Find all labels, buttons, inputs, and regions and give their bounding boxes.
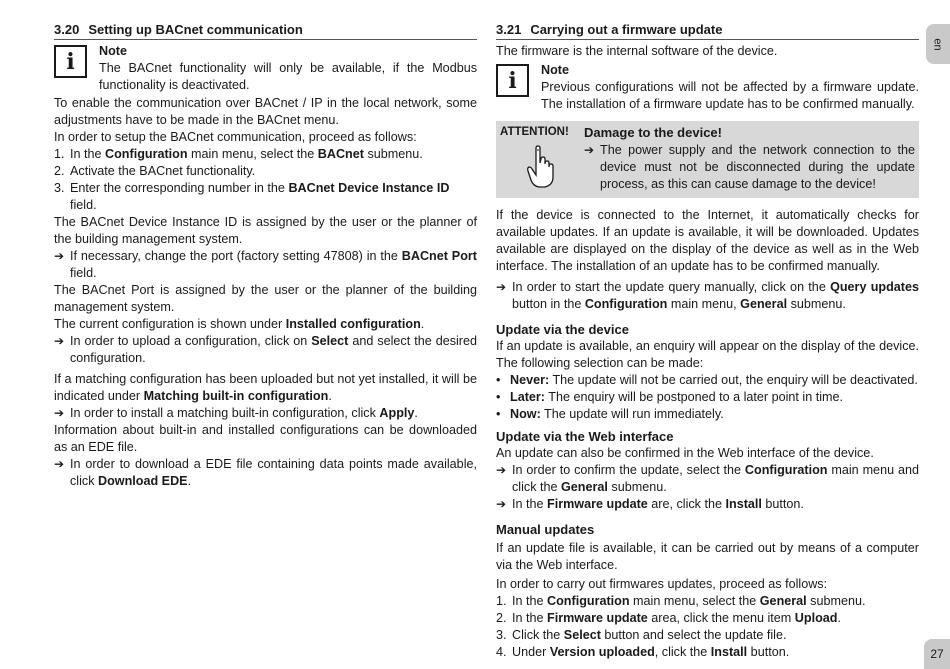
paragraph: In order to carry out firmwares updates, proceed as follows: xyxy=(496,577,828,591)
paragraph: If an update is available, an enquiry will appear on the display of the device. The following selection can be made: xyxy=(496,339,919,370)
subheading: Update via the Web interface xyxy=(496,429,674,444)
section-number: 3.21 xyxy=(496,22,522,37)
subheading: Update via the device xyxy=(496,322,629,337)
list-item: • Now: The update will run immediately. xyxy=(496,407,724,421)
attention-title: Damage to the device! xyxy=(584,125,722,140)
paragraph: An update can also be confirmed in the Web interface of the device. xyxy=(496,446,874,460)
instruction: ➔ In order to start the update query manually, click on the Query updates button in the Configuration main menu, General submenu. xyxy=(496,280,919,311)
steps-list xyxy=(54,146,477,214)
paragraph: If the device is connected to the Internet, it automatically checks for available updates. If an update is available, it will be downloaded. Updates available are displayed on the display of the device as well as in the Web interface. The installation of an update has to be confirmed manually. xyxy=(496,208,919,273)
note-box xyxy=(54,43,477,94)
language-tab xyxy=(926,24,950,64)
info-icon: i xyxy=(54,45,87,78)
instruction: ➔ If necessary, change the port (factory setting 47808) in the BACnet Port field. xyxy=(54,249,477,280)
list-item: 1. In the Configuration main menu, select the BACnet submenu. xyxy=(54,147,423,161)
attention-label: ATTENTION! xyxy=(500,126,569,138)
list-item: 2. In the Firmware update area, click the menu item Upload. xyxy=(496,611,841,625)
right-column xyxy=(496,22,919,661)
note-text: The BACnet functionality will only be available, if the Modbus functionality is deactivated. xyxy=(99,61,477,92)
section-title: Setting up BACnet communication xyxy=(88,22,303,37)
paragraph: The BACnet Port is assigned by the user or the planner of the building management system. xyxy=(54,283,477,314)
hand-icon xyxy=(526,145,554,189)
steps-list xyxy=(496,593,919,661)
paragraph: Information about built-in and installed configurations can be downloaded as an EDE file. xyxy=(54,423,477,454)
instruction: ➔ In order to confirm the update, select the Configuration main menu and click the General submenu. xyxy=(496,463,919,494)
language-label: en xyxy=(931,38,944,51)
info-icon: i xyxy=(496,64,529,97)
section-heading-bacnet xyxy=(54,22,477,40)
paragraph: The firmware is the internal software of the device. xyxy=(496,44,778,58)
section-heading-firmware xyxy=(496,22,919,40)
list-item: • Later: The enquiry will be postponed to a later point in time. xyxy=(496,390,843,404)
arrow-right-icon: ➔ xyxy=(54,406,65,420)
paragraph: If a matching configuration has been uploaded but not yet installed, it will be indicated under Matching built-in configuration. xyxy=(54,372,477,403)
arrow-right-icon: ➔ xyxy=(496,497,507,511)
note-box xyxy=(496,62,919,113)
paragraph: The current configuration is shown under Installed configuration. xyxy=(54,317,425,331)
arrow-right-icon: ➔ xyxy=(54,334,65,348)
section-number: 3.20 xyxy=(54,22,80,37)
options-list xyxy=(496,372,919,423)
arrow-right-icon: ➔ xyxy=(584,143,595,157)
attention-box xyxy=(496,121,919,198)
instruction: ➔ The power supply and the network connection to the device must not be disconnected during the update process, as this can cause damage to the device! xyxy=(584,143,915,191)
list-item: 1. In the Configuration main menu, select the General submenu. xyxy=(496,594,866,608)
arrow-right-icon: ➔ xyxy=(496,463,507,477)
subheading: Manual updates xyxy=(496,522,595,537)
list-item: 2. Activate the BACnet functionality. xyxy=(54,164,256,178)
note-title: Note xyxy=(99,44,127,58)
list-item: • Never: The update will not be carried out, the enquiry will be deactivated. xyxy=(496,373,918,387)
paragraph: To enable the communication over BACnet / IP in the local network, some adjustments have to be made in the BACnet menu. xyxy=(54,96,477,127)
arrow-right-icon: ➔ xyxy=(496,280,507,294)
list-item: 4. Under Version uploaded, click the Install button. xyxy=(496,645,790,659)
section-title: Carrying out a firmware update xyxy=(530,22,723,37)
paragraph: In order to setup the BACnet communication, proceed as follows: xyxy=(54,130,417,144)
note-title: Note xyxy=(541,63,569,77)
note-text: Previous configurations will not be affected by a firmware update. The installation of a firmware update has to be confirmed manually. xyxy=(541,80,919,111)
list-item: 3. Enter the corresponding number in the BACnet Device Instance ID field. xyxy=(54,181,450,212)
instruction: ➔ In order to install a matching built-in configuration, click Apply. xyxy=(54,406,418,420)
paragraph: If an update file is available, it can be carried out by means of a computer via the Web interface. xyxy=(496,541,919,572)
page-number: 27 xyxy=(924,639,950,669)
arrow-right-icon: ➔ xyxy=(54,457,65,471)
arrow-right-icon: ➔ xyxy=(54,249,65,263)
left-column xyxy=(54,22,477,490)
instruction: ➔ In the Firmware update are, click the Install button. xyxy=(496,497,804,511)
instruction: ➔ In order to download a EDE file containing data points made available, click Download EDE. xyxy=(54,457,477,488)
list-item: 3. Click the Select button and select the update file. xyxy=(496,628,787,642)
instruction: ➔ In order to upload a configuration, click on Select and select the desired configuration. xyxy=(54,334,478,365)
paragraph: The BACnet Device Instance ID is assigned by the user or the planner of the building management system. xyxy=(54,215,477,246)
